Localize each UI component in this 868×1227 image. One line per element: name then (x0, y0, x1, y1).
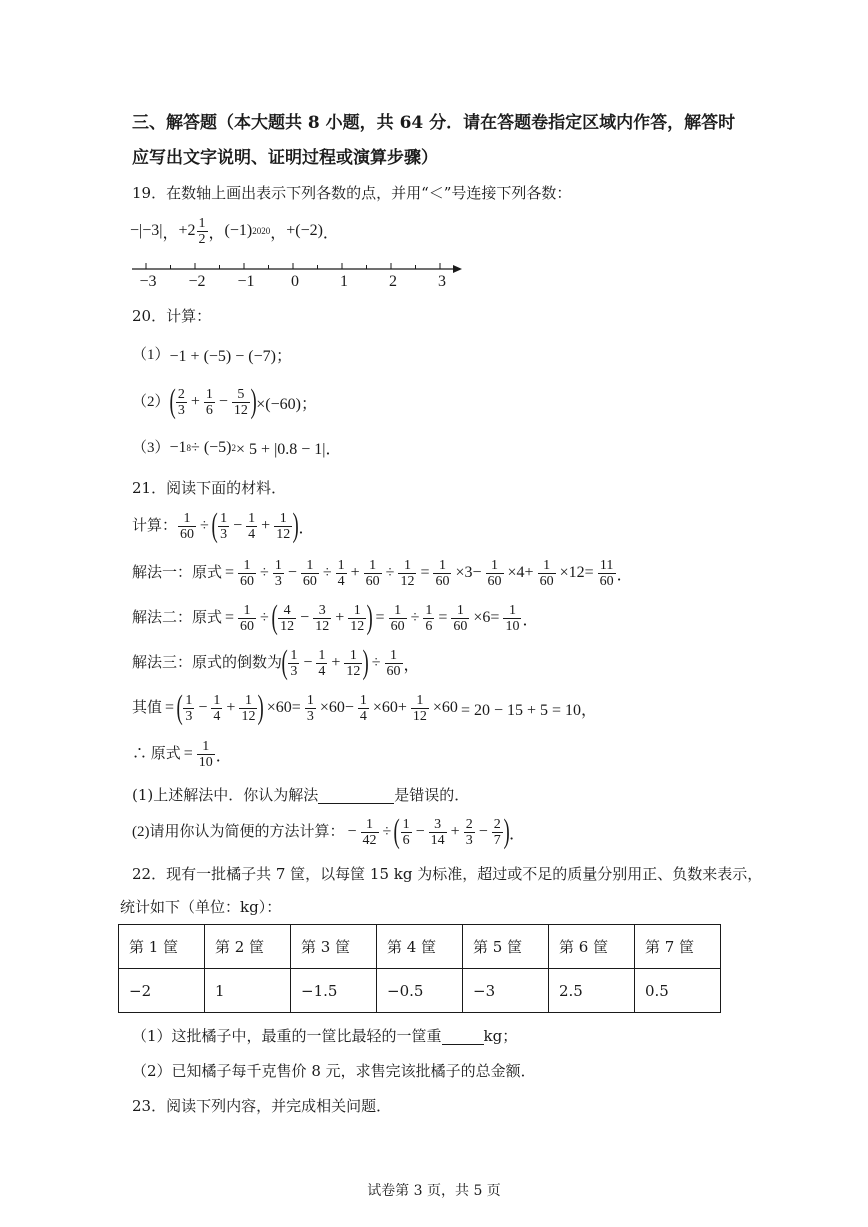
q21-sub1-b: 是错误的． (394, 786, 470, 804)
q19-n2-num: 1 (198, 215, 206, 231)
q21-therefore-label: ∴ 原式 (132, 746, 181, 762)
q19-n3-exp: 2020 (252, 226, 271, 236)
q21-ans-num: 1 (202, 738, 210, 754)
q21-sub1-blank[interactable] (318, 787, 394, 804)
number-line-label: 1 (340, 273, 348, 290)
table-value-cell: 1 (205, 969, 291, 1013)
q21-answer (197, 739, 215, 770)
q20-p1-label: （1） (132, 346, 170, 363)
number-line-ticks (146, 263, 440, 269)
table-header-cell: 第 7 筐 (635, 925, 721, 969)
q21-therefore: ∴ 原式 = $\frac{1}{10}$ ． (132, 738, 232, 770)
q21-sub2-f4n: 2 (493, 816, 501, 832)
q21-sub2-f0d: 42 (362, 832, 377, 848)
q22-sub1 (132, 1026, 517, 1046)
q21-calc: 计算： $\frac{1}{60}$ ÷ ( $\frac{1}{3}$ − $\frac{1}{4}$ + $\frac{1}{12}$ ) ． (132, 507, 315, 544)
number-line-label: 3 (438, 273, 446, 290)
q20-p2-lparen: ( (169, 383, 176, 420)
q21-m1-result (598, 558, 616, 589)
q20-p2-label: （2） (132, 394, 170, 410)
table-value-cell: −1.5 (291, 969, 377, 1013)
number-line-label: −3 (139, 273, 157, 290)
q21-method1: 解法一：原式 = $\frac{1}{60}$ ÷ $\frac{1}{3}$ − $\frac{1}{60}$ ÷ $\frac{1}{4}$ + $\frac{1}{60}$ ÷ $\frac{1}{12}$ = $\frac{1}{60}$ ×3− $\frac{1}{60}$ ×4+ $\frac{1}{60}$ ×12= $\frac{11}{60}$ ． (132, 557, 633, 589)
q23-stem: 23．阅读下列内容，并完成相关问题． (132, 1097, 392, 1115)
q21-sub2-label: (2)请用你认为简便的方法计算： (132, 824, 345, 840)
q22-data-table (118, 924, 721, 1013)
q19-n2-den: 2 (198, 231, 206, 247)
q21-m1-label: 解法一：原式 (132, 565, 223, 581)
q21-calc-label: 计算： (132, 518, 178, 534)
table-value-row (119, 969, 721, 1013)
q20-part1 (132, 343, 292, 366)
q21-sub1-a: (1)上述解法中．你认为解法 (132, 786, 319, 804)
q20-p2-frac1 (176, 387, 187, 418)
q21-sub2-f3n: 2 (465, 816, 473, 832)
q20-p1-expr: −1 + (−5) − (−7)； (169, 348, 292, 365)
q19-n4: +(−2) (286, 222, 323, 239)
q20-p2-f1d: 3 (177, 402, 185, 418)
q21-sub2-f2d: 14 (430, 832, 445, 848)
q21-sub2-f2n: 3 (434, 816, 442, 832)
q21-ans-den: 10 (198, 754, 213, 770)
q21-m2-label: 解法二：原式 (132, 610, 223, 626)
q21-calc-f0: $\frac{1}{60}$ (180, 510, 195, 542)
table-value-cell: −2 (119, 969, 205, 1013)
q19-sep2: ， (208, 224, 225, 242)
q20-p2-f2n: 1 (205, 386, 213, 402)
q22-sub1-b: kg； (483, 1027, 518, 1045)
q20-p2-f3d: 12 (233, 402, 248, 418)
q20-p3-a-exp: 8 (186, 442, 192, 453)
q20-p2-f2d: 6 (205, 402, 213, 418)
number-line-label: 0 (291, 273, 299, 290)
q20-p2-op2: − (218, 393, 228, 410)
section-title-line2: 应写出文字说明、证明过程或演算步骤） (132, 148, 438, 168)
q21-sub2-f3d: 3 (465, 832, 473, 848)
number-line-label: −2 (188, 273, 206, 290)
table-header-cell: 第 4 筐 (377, 925, 463, 969)
q19-n1: −|−3| (130, 222, 163, 239)
q19-numbers (130, 214, 339, 248)
table-header-cell: 第 1 筐 (119, 925, 205, 969)
q21-sub2-f4d: 7 (493, 832, 501, 848)
q19-n3: (−1) (224, 222, 253, 239)
q20-p2-frac2 (204, 387, 215, 418)
number-line-label: −1 (237, 273, 255, 290)
q20-stem: 20．计算： (132, 307, 212, 325)
q19-n2-fraction (197, 216, 208, 247)
q21-sub2: (2)请用你认为简便的方法计算： − $\frac{1}{42}$ ÷ ( $\frac{1}{6}$ − $\frac{3}{14}$ + $\frac{2}{3}$ − $\frac{2}{7}$ ) ． (132, 813, 526, 850)
q21-value-tail: = 20 − 15 + 5 = 10， (460, 701, 598, 719)
q21-m1-result-num: 11 (599, 557, 614, 573)
q21-method2: 解法二：原式 = $\frac{1}{60}$ ÷ ( $\frac{4}{12}$ − $\frac{3}{12}$ + $\frac{1}{12}$ ) = $\frac{1}{60}$ ÷ $\frac{1}{6}$ = $\frac{1}{60}$ ×6= $\frac{1}{10}$ ． (132, 599, 539, 636)
q19-sep3: ， (270, 224, 287, 242)
q21-sub1 (132, 785, 469, 805)
q22-sub1-blank[interactable] (442, 1028, 484, 1045)
q21-m1-result-den: 60 (599, 573, 614, 589)
q20-p2-frac3 (232, 387, 250, 418)
q20-p3-c: × 5 + |0.8 − 1|． (236, 441, 342, 458)
q21-m3-label: 解法三：原式的倒数为 (132, 655, 283, 671)
q21-sub2-f1n: 1 (402, 816, 410, 832)
q22-sub2: （2）已知橘子每千克售价 8 元，求售完该批橘子的总金额． (132, 1062, 536, 1080)
q21-method3: 解法三：原式的倒数为 ( $\frac{1}{3}$ − $\frac{1}{4}$ + $\frac{1}{12}$ ) ÷ $\frac{1}{60}$ ， (132, 644, 420, 681)
table-header-cell: 第 3 筐 (291, 925, 377, 969)
table-value-cell: −0.5 (377, 969, 463, 1013)
section-title-line1: 三、解答题（本大题共 8 小题，共 64 分．请在答题卷指定区域内作答，解答时 (132, 113, 736, 133)
q22-sub1-a: （1）这批橘子中，最重的一筐比最轻的一筐重 (132, 1027, 442, 1045)
q20-p2-rparen: ) (250, 383, 257, 420)
q22-stem-line1: 22．现有一批橘子共 7 筐，以每筐 15 kg 为标准，超过或不足的质量分别用正、负数来表示， (132, 865, 763, 883)
page-footer: 试卷第 3 页，共 5 页 (367, 1183, 501, 1199)
number-line-arrow (453, 265, 462, 273)
q20-part3 (132, 436, 342, 459)
q20-p3-a: −1 (169, 438, 187, 456)
q21-stem: 21．阅读下面的材料． (132, 479, 287, 497)
q20-p2-tail: ×(−60)； (256, 395, 317, 413)
q19-sep1: ， (162, 224, 179, 242)
table-value-cell: 2.5 (549, 969, 635, 1013)
q20-p3-b: ÷ (−5) (191, 438, 232, 456)
q20-p2-f1n: 2 (177, 386, 185, 402)
q20-p3-b-exp: 2 (231, 442, 237, 453)
table-value-cell: −3 (463, 969, 549, 1013)
table-value-cell: 0.5 (635, 969, 721, 1013)
q19-n2-prefix: +2 (178, 222, 196, 239)
table-header-row (119, 925, 721, 969)
table-header-cell: 第 5 筐 (463, 925, 549, 969)
q19-stem: 19．在数轴上画出表示下列各数的点，并用“＜”号连接下列各数： (132, 184, 572, 202)
q22-stem-line2: 统计如下（单位：kg）： (120, 898, 282, 916)
q20-part2 (132, 382, 317, 422)
number-line-labels (128, 273, 468, 293)
table-header-cell: 第 6 筐 (549, 925, 635, 969)
number-line-label: 2 (389, 273, 397, 290)
table-header-cell: 第 2 筐 (205, 925, 291, 969)
q20-p2-op1: + (190, 393, 200, 410)
q21-sub2-f0n: 1 (366, 816, 374, 832)
q20-p3-label: （3） (132, 439, 170, 456)
q21-value: 其值 = ( $\frac{1}{3}$ − $\frac{1}{4}$ + $\frac{1}{12}$ ) ×60= $\frac{1}{3}$ ×60− $\frac{1}{4}$ ×60+ $\frac{1}{12}$ ×60 = 20 − 15 + 5 = 10， (132, 689, 598, 726)
q19-end: ． (322, 224, 339, 242)
q21-sub2-f1d: 6 (402, 832, 410, 848)
q20-p2-f3n: 5 (237, 386, 245, 402)
q21-value-label: 其值 (132, 700, 163, 716)
